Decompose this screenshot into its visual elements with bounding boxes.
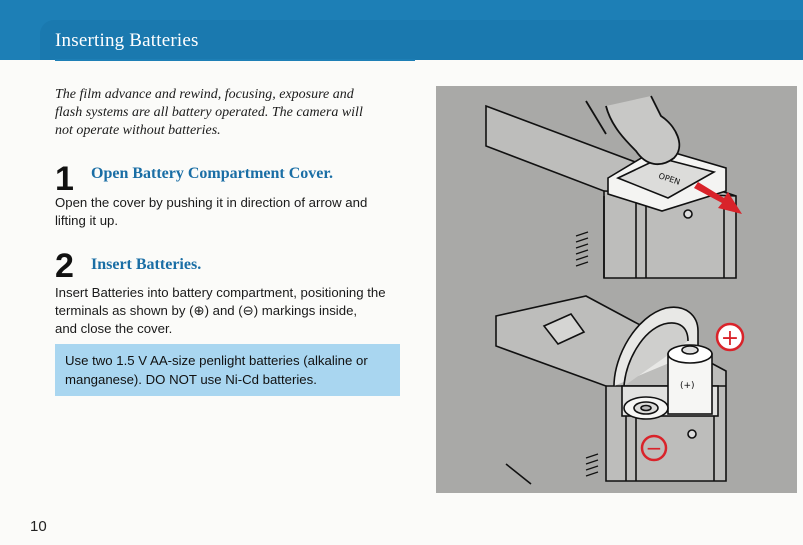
step-2-number: 2 bbox=[55, 247, 74, 285]
plus-marker-text: + bbox=[720, 326, 740, 351]
step-2-line: and close the cover. bbox=[55, 321, 173, 336]
cover-open-label: OPEN bbox=[657, 171, 682, 187]
step-1-line: Open the cover by pushing it in direction of arrow and bbox=[55, 195, 368, 210]
step-1-title: Open Battery Compartment Cover. bbox=[91, 165, 334, 182]
step-2-line: terminals as shown by (⊕) and (⊖) markings inside, bbox=[55, 303, 358, 318]
step-1-line: lifting it up. bbox=[55, 213, 119, 228]
minus-marker-text: − bbox=[645, 436, 663, 460]
step-1-number: 1 bbox=[55, 160, 74, 198]
page-number: 10 bbox=[30, 518, 47, 535]
intro-line: The film advance and rewind, focusing, exposure and bbox=[55, 87, 354, 102]
upper-camera-view bbox=[486, 106, 736, 278]
intro-line: flash systems are all battery operated. The camera will bbox=[55, 105, 363, 120]
battery-note bbox=[55, 344, 400, 396]
step-2-line: Insert Batteries into battery compartment, positioning the bbox=[55, 285, 386, 300]
step-1-body bbox=[55, 194, 400, 230]
intro-paragraph bbox=[55, 86, 400, 140]
note-line: manganese). DO NOT use Ni-Cd batteries. bbox=[65, 372, 317, 387]
step-2-body bbox=[55, 284, 400, 338]
note-line: Use two 1.5 V AA-size penlight batteries (alkaline or bbox=[65, 353, 368, 368]
title-rule bbox=[55, 59, 415, 61]
step-2-title: Insert Batteries. bbox=[91, 256, 202, 273]
intro-line: not operate without batteries. bbox=[55, 123, 221, 138]
plus-marker-icon bbox=[717, 324, 743, 351]
camera-illustration bbox=[436, 86, 797, 493]
page-title: Inserting Batteries bbox=[55, 30, 199, 51]
battery-plus-label: (+) bbox=[680, 381, 695, 391]
camera-drawing bbox=[436, 86, 797, 493]
